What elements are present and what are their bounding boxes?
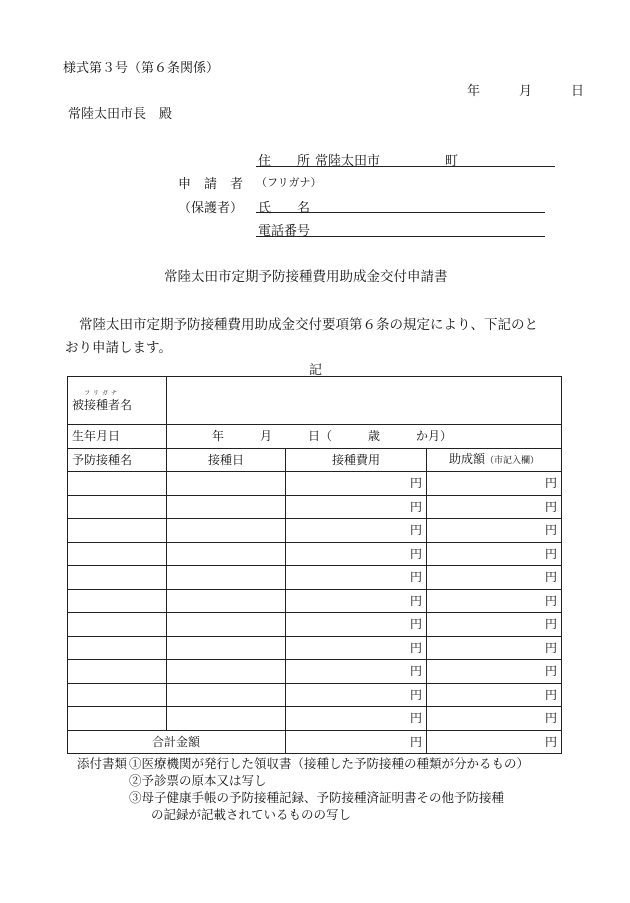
vaccine-name-cell[interactable]	[68, 613, 167, 637]
document-title: 常陸太田市定期予防接種費用助成金交付申請書	[164, 269, 448, 285]
guardian-label: （保護者）	[178, 201, 244, 216]
town-suffix: 町	[445, 154, 459, 169]
subsidy-amount-cell[interactable]	[427, 683, 562, 707]
form-number: 様式第３号（第６条関係）	[63, 61, 220, 76]
phone-field[interactable]	[256, 236, 545, 237]
vaccine-name-cell[interactable]	[68, 589, 167, 613]
table-row	[68, 472, 562, 496]
vaccination-date-cell[interactable]	[167, 566, 286, 590]
currency-unit: 円	[544, 570, 557, 585]
attachment-item-3: ③母子健康手帳の予防接種記録、予防接種済証明書その他予防接種	[129, 790, 505, 805]
table-row	[68, 542, 562, 566]
header-vaccination-cost: 接種費用	[286, 448, 427, 472]
vaccination-date-cell[interactable]	[167, 613, 286, 637]
body-line-1: 常陸太田市定期予防接種費用助成金交付要項第６条の規定により、下記のと	[79, 317, 538, 333]
subsidy-label: 助成額	[448, 451, 485, 466]
table-row	[68, 660, 562, 684]
total-label: 合計金額	[68, 730, 286, 754]
address-label: 住 所	[258, 154, 311, 169]
subsidy-amount-cell[interactable]	[427, 542, 562, 566]
header-vaccination-date: 接種日	[167, 448, 286, 472]
header-vaccine-name: 予防接種名	[68, 448, 167, 472]
subsidy-amount-cell[interactable]	[427, 613, 562, 637]
subsidy-note: （市記入欄）	[485, 455, 540, 466]
currency-unit: 円	[409, 711, 422, 726]
table-row	[68, 495, 562, 519]
address-value: 常陸太田市	[315, 154, 381, 169]
currency-unit: 円	[409, 687, 422, 702]
vaccination-cost-cell[interactable]	[286, 683, 427, 707]
attachment-item-3-cont: の記録が記載されているものの写し	[151, 807, 352, 822]
furigana-label: （フリガナ）	[256, 176, 322, 189]
currency-unit: 円	[544, 734, 557, 749]
vaccination-date-cell[interactable]	[167, 707, 286, 731]
currency-unit: 円	[409, 476, 422, 491]
currency-unit: 円	[544, 664, 557, 679]
subsidy-amount-cell[interactable]	[427, 566, 562, 590]
ki-label: 記	[309, 363, 323, 378]
vaccine-name-cell[interactable]	[68, 636, 167, 660]
header-subsidy-amount	[427, 448, 562, 472]
currency-unit: 円	[409, 664, 422, 679]
table-row	[68, 683, 562, 707]
table-row	[68, 707, 562, 731]
vaccine-name-cell[interactable]	[68, 683, 167, 707]
vaccination-date-cell[interactable]	[167, 495, 286, 519]
applicant-label: 申 請 者	[178, 177, 244, 192]
vaccination-cost-cell[interactable]	[286, 542, 427, 566]
birth-date-field[interactable]: 年 月 日（ 歳 か月）	[167, 425, 562, 449]
vaccination-date-cell[interactable]	[167, 542, 286, 566]
currency-unit: 円	[544, 546, 557, 561]
table-row	[68, 636, 562, 660]
currency-unit: 円	[544, 687, 557, 702]
table-row	[68, 589, 562, 613]
name-label: 氏 名	[258, 201, 311, 216]
date-line: 年 月 日	[467, 84, 585, 99]
vaccine-name-cell[interactable]	[68, 519, 167, 543]
vaccination-cost-cell[interactable]	[286, 495, 427, 519]
currency-unit: 円	[409, 523, 422, 538]
currency-unit: 円	[544, 476, 557, 491]
subsidy-table	[67, 376, 562, 754]
recipient-label: 被接種者名	[72, 397, 133, 412]
vaccination-cost-cell[interactable]	[286, 519, 427, 543]
recipient-ruby: フリガナ	[84, 389, 120, 397]
vaccine-name-cell[interactable]	[68, 660, 167, 684]
currency-unit: 円	[409, 499, 422, 514]
attachment-item-1: ①医療機関が発行した領収書（接種した予防接種の種類が分かるもの）	[129, 756, 530, 771]
currency-unit: 円	[409, 546, 422, 561]
currency-unit: 円	[409, 640, 422, 655]
currency-unit: 円	[544, 593, 557, 608]
vaccination-date-cell[interactable]	[167, 472, 286, 496]
currency-unit: 円	[409, 734, 422, 749]
subsidy-amount-cell[interactable]	[427, 589, 562, 613]
attachments-label: 添付書類	[77, 756, 128, 771]
subsidy-amount-cell[interactable]	[427, 519, 562, 543]
subsidy-amount-cell[interactable]	[427, 495, 562, 519]
vaccine-name-cell[interactable]	[68, 472, 167, 496]
vaccination-cost-cell[interactable]	[286, 589, 427, 613]
vaccination-cost-cell[interactable]	[286, 636, 427, 660]
recipient-name-field[interactable]	[167, 377, 562, 425]
vaccination-date-cell[interactable]	[167, 660, 286, 684]
table-row	[68, 613, 562, 637]
attachment-item-2: ②予診票の原本又は写し	[129, 773, 267, 788]
vaccination-date-cell[interactable]	[167, 683, 286, 707]
vaccination-cost-cell[interactable]	[286, 660, 427, 684]
total-subsidy-cell[interactable]	[427, 730, 562, 754]
total-cost-cell[interactable]	[286, 730, 427, 754]
vaccine-name-cell[interactable]	[68, 566, 167, 590]
subsidy-amount-cell[interactable]	[427, 472, 562, 496]
vaccination-cost-cell[interactable]	[286, 613, 427, 637]
vaccination-cost-cell[interactable]	[286, 707, 427, 731]
vaccination-cost-cell[interactable]	[286, 566, 427, 590]
birth-label: 生年月日	[68, 425, 167, 449]
currency-unit: 円	[409, 617, 422, 632]
addressee: 常陸太田市長 殿	[68, 107, 173, 122]
name-field[interactable]	[256, 212, 545, 213]
vaccination-date-cell[interactable]	[167, 636, 286, 660]
table-row	[68, 566, 562, 590]
vaccine-name-cell[interactable]	[68, 707, 167, 731]
currency-unit: 円	[544, 499, 557, 514]
subsidy-amount-cell[interactable]	[427, 660, 562, 684]
currency-unit: 円	[409, 570, 422, 585]
currency-unit: 円	[544, 711, 557, 726]
vaccine-name-cell[interactable]	[68, 495, 167, 519]
currency-unit: 円	[544, 640, 557, 655]
phone-label: 電話番号	[258, 224, 311, 239]
address-field[interactable]	[256, 166, 555, 167]
currency-unit: 円	[544, 523, 557, 538]
currency-unit: 円	[544, 617, 557, 632]
subsidy-amount-cell[interactable]	[427, 636, 562, 660]
vaccination-date-cell[interactable]	[167, 589, 286, 613]
vaccination-cost-cell[interactable]	[286, 472, 427, 496]
vaccination-date-cell[interactable]	[167, 519, 286, 543]
vaccine-name-cell[interactable]	[68, 542, 167, 566]
body-line-2: おり申請します。	[65, 340, 172, 356]
recipient-label-cell	[68, 377, 167, 425]
table-row	[68, 519, 562, 543]
currency-unit: 円	[409, 593, 422, 608]
subsidy-amount-cell[interactable]	[427, 707, 562, 731]
